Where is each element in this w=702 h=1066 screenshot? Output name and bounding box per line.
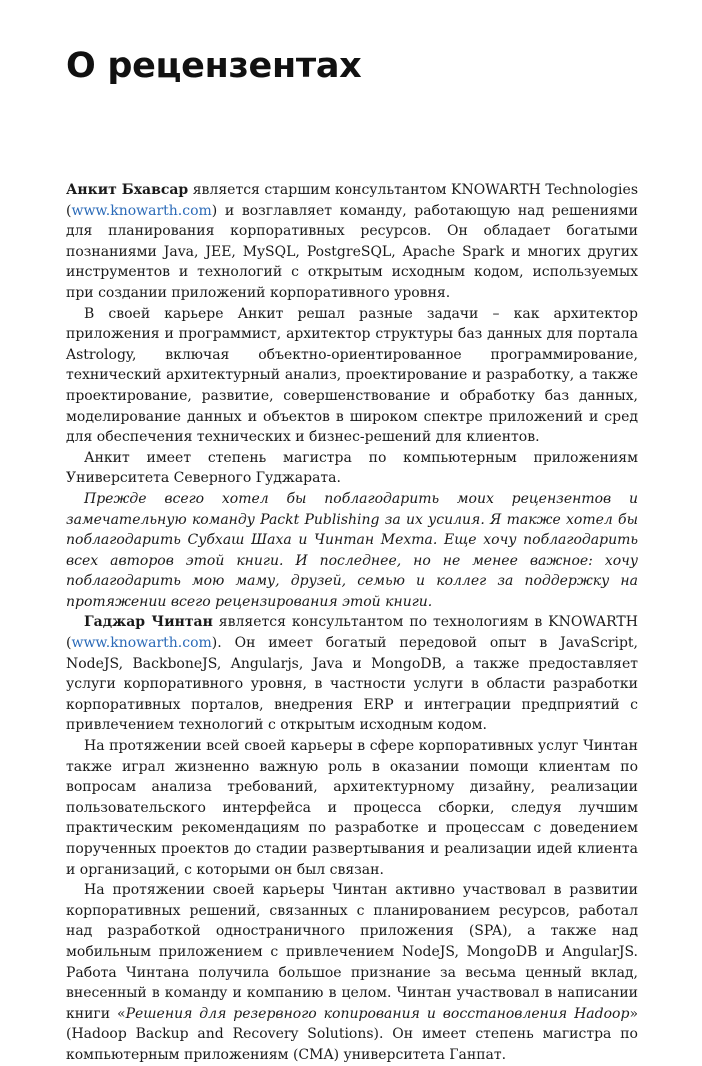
main-text — [66, 180, 638, 1066]
reviewer1-acknowledgement: Прежде всего хотел бы поблагодарить моих рецензентов и замечательную команду Packt Publishing за их усилия. Я также хотел бы поблагодарить Субхаш Шаха и Чинтан Мехта. Еще хочу поблагодарить всех авторов этой книги. И последнее, но не менее важное: хочу поблагодарить мою маму, друзей, семью и коллег за поддержку на протяжении всего рецензирования этой книги. — [66, 490, 638, 610]
reviewer2-intro-text-b: ). Он имеет богатый передовой опыт в JavaScript, NodeJS, BackboneJS, Angularjs, Java и MongoDB, а также предоставляет услуги корпоративного уровня, в частности услуги в области разработки корпоративных порталов, внедрения ERP и интеграции предприятий с привлечением технологий с открытым исходным кодом. — [66, 635, 638, 734]
reviewer2-career-paragraph: На протяжении всей своей карьеры в сфере корпоративных услуг Чинтан также играл жизненно важную роль в оказании помощи клиентам по вопросам анализа требований, архитектурному дизайну, реализации пользовательского интерфейса и процесса сборки, следуя лучшим практическим рекомендациям по разработке и процессам с доведением порученных проектов до стадии развертывания и реализации идей клиента и организаций, с которыми он был связан. — [66, 738, 638, 878]
reviewer2-link[interactable]: www.knowarth.com — [71, 635, 212, 652]
reviewer1-intro-text-a: является старшим консультантом KNOWARTH Technologies ( — [66, 182, 639, 219]
reviewer1-name: Анкит Бхавсар — [66, 182, 189, 198]
reviewer2-name: Гаджар Чинтан — [84, 614, 213, 631]
reviewer1-degree-paragraph: Анкит имеет степень магистра по компьютерным приложениям Университета Северного Гуджарата. — [66, 449, 638, 487]
reviewer1-intro-paragraph — [66, 180, 638, 304]
reviewer1-career-paragraph: В своей карьере Анкит решал разные задачи – как архитектор приложения и программист, архитектор структуры баз данных для портала Astrology, включая объектно-ориентированное программирование, технический архитектурный анализ, проектирование и разработку, а также проектирование, развитие, совершенствование и обработку баз данных, моделирование данных и объектов в широком спектре приложений и сред для обеспечения технических и бизнес-решений для клиентов. — [66, 305, 638, 446]
reviewer2-intro-paragraph — [66, 612, 638, 736]
reviewer2-book-title: Решения для резервного копирования и восстановления Hadoop — [125, 1005, 630, 1022]
page-title: О рецензентах — [66, 46, 362, 86]
reviewer2-projects-paragraph — [66, 880, 638, 1065]
reviewer1-link[interactable]: www.knowarth.com — [71, 202, 212, 219]
reviewer2-projects-text-b: » (Hadoop Backup and Recovery Solutions). Он имеет степень магистра по компьютерным приложениям (CMA) университета Ганпат. — [66, 1005, 639, 1063]
reviewer2-projects-text-a: На протяжении своей карьеры Чинтан активно участвовал в развитии корпоративных решений, связанных с планированием ресурсов, работал над разработкой одностраничного приложения (SPA), а также над мобильным приложением с привлечением NodeJS, MongoDB и AngularJS. Работа Чинтана получила большое признание за весьма ценный вклад, внесенный в команду и компанию в целом. Чинтан участвовал в написании книги « — [66, 882, 638, 1022]
reviewer2-intro-text-a: является консультантом по технологиям в KNOWARTH ( — [66, 614, 638, 652]
reviewer1-intro-text-b: ) и возглавляет команду, работающую над решениями для планирования корпоративных ресурсов. Он обладает богатыми познаниями Java, JEE, MySQL, PostgreSQL, Apache Spark и многих других инструментов и технологий с открытым исходным кодом, используемых при создании приложений корпоративного уровня. — [66, 202, 638, 301]
